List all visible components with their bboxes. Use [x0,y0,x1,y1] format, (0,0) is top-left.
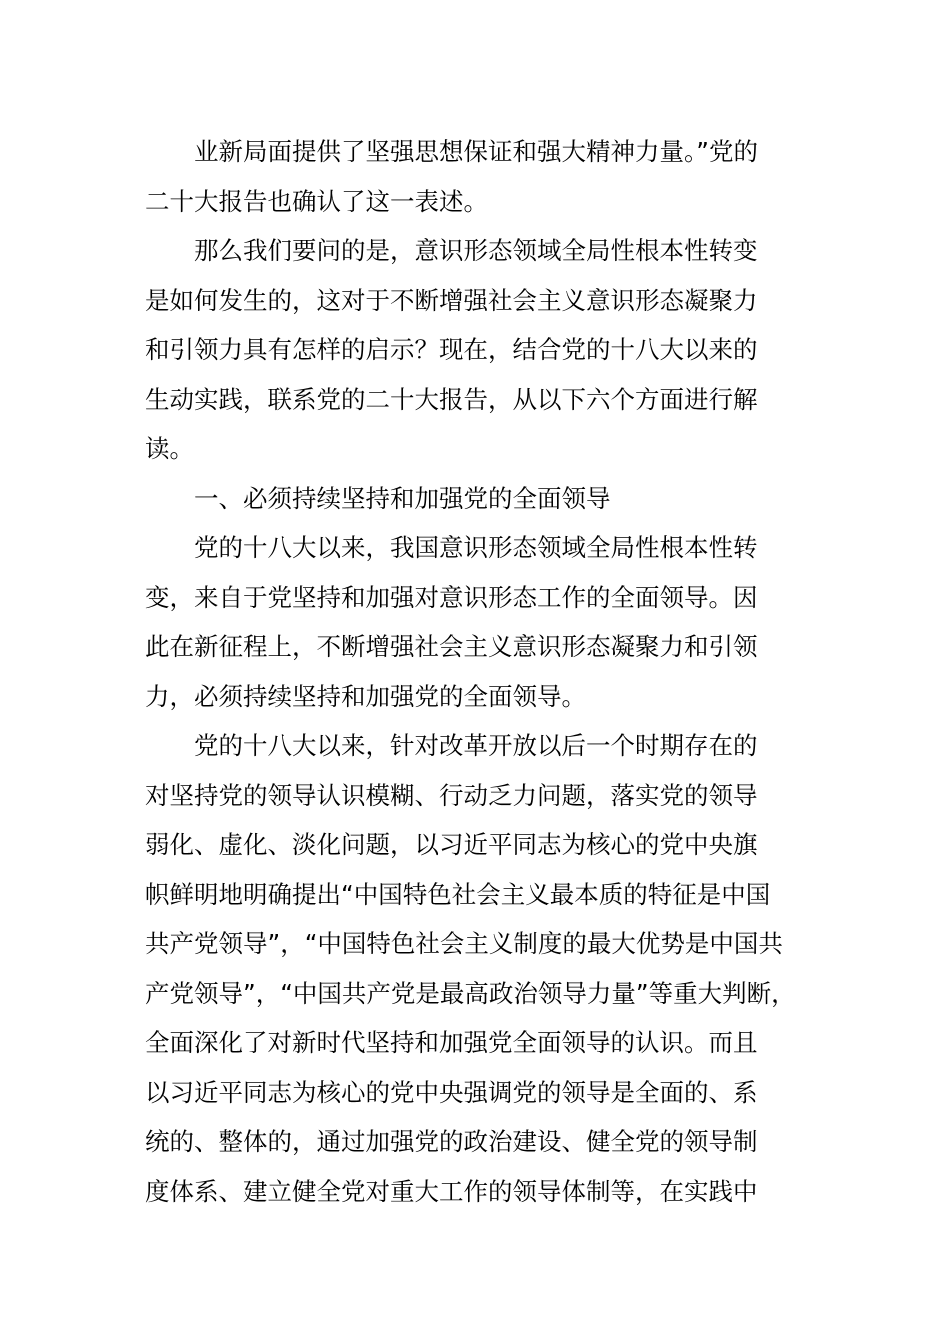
text-line-17: 共产党领导”，“中国特色社会主义制度的最大优势是中国共 [145,929,783,958]
text-line-2: 二十大报告也确认了这一表述。 [145,187,488,216]
text-line-10: 变，来自于党坚持和加强对意识形态工作的全面领导。因 [145,583,758,612]
text-line-12: 力，必须持续坚持和加强党的全面领导。 [145,682,586,711]
text-line-9: 党的十八大以来，我国意识形态领域全局性根本性转 [194,533,758,562]
text-line-4: 是如何发生的，这对于不断增强社会主义意识形态凝聚力 [145,286,758,315]
text-line-20: 以习近平同志为核心的党中央强调党的领导是全面的、系 [145,1078,758,1107]
text-line-6: 生动实践，联系党的二十大报告，从以下六个方面进行解 [145,385,758,414]
text-line-15: 弱化、虚化、淡化问题，以习近平同志为核心的党中央旗 [145,830,758,859]
text-line-11: 此在新征程上，不断增强社会主义意识形态凝聚力和引领 [145,632,758,661]
text-line-19: 全面深化了对新时代坚持和加强党全面领导的认识。而且 [145,1028,758,1057]
text-line-13: 党的十八大以来，针对改革开放以后一个时期存在的 [194,731,758,760]
section-heading: 一、必须持续坚持和加强党的全面领导 [194,484,611,513]
text-line-5: 和引领力具有怎样的启示？现在，结合党的十八大以来的 [145,335,758,364]
text-line-22: 度体系、建立健全党对重大工作的领导体制等，在实践中 [145,1177,758,1206]
text-line-7: 读。 [145,434,194,463]
text-line-14: 对坚持党的领导认识模糊、行动乏力问题，落实党的领导 [145,781,758,810]
text-line-18: 产党领导”，“中国共产党是最高政治领导力量”等重大判断， [145,979,796,1008]
text-line-3: 那么我们要问的是，意识形态领域全局性根本性转变 [194,236,758,265]
text-line-1: 业新局面提供了坚强思想保证和强大精神力量。”党的 [194,137,758,166]
text-line-21: 统的、整体的，通过加强党的政治建设、健全党的领导制 [145,1127,758,1156]
text-line-16: 帜鲜明地明确提出“中国特色社会主义最本质的特征是中国 [145,880,771,909]
